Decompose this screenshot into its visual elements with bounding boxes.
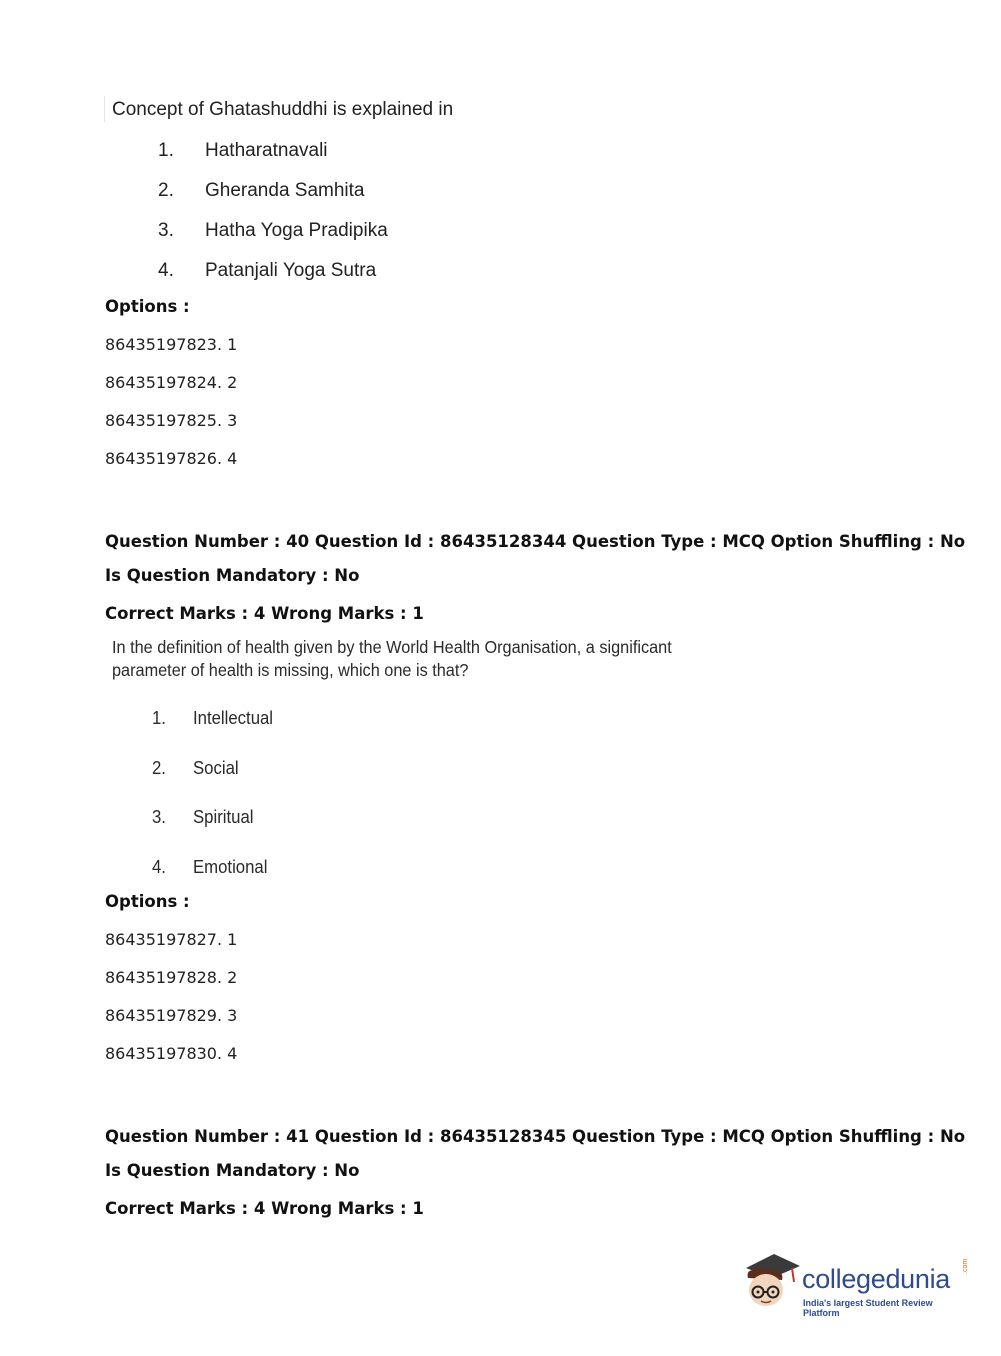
question-40-mandatory: Is Question Mandatory : No	[105, 566, 360, 585]
q40-item-number: 3.	[152, 807, 166, 827]
question-40-header: Question Number : 40 Question Id : 86435128344 Question Type : MCQ Option Shuffling : No	[105, 532, 966, 551]
q39-item-text: Gheranda Samhita	[205, 180, 365, 201]
q40-item-text: Social	[193, 758, 239, 778]
options-label: Options :	[105, 297, 190, 316]
options-label: Options :	[105, 892, 190, 911]
option-item: 86435197828. 2	[105, 968, 238, 987]
option-item: 86435197827. 1	[105, 930, 238, 949]
question-40-text-line2: parameter of health is missing, which one is that?	[112, 660, 469, 680]
question-image-border	[104, 96, 105, 122]
q39-item-number: 4.	[158, 260, 174, 281]
option-item: 86435197826. 4	[105, 449, 238, 468]
question-40-text-line1: In the definition of health given by the World Health Organisation, a significant	[112, 637, 672, 657]
option-item: 86435197824. 2	[105, 373, 238, 392]
logo-wordmark: collegedunia	[802, 1264, 951, 1294]
q40-item-text: Spiritual	[193, 807, 254, 827]
question-40-marks: Correct Marks : 4 Wrong Marks : 1	[105, 604, 424, 623]
q39-item-number: 1.	[158, 140, 174, 161]
question-41-header: Question Number : 41 Question Id : 86435128345 Question Type : MCQ Option Shuffling : No	[105, 1127, 966, 1146]
q39-item-text: Patanjali Yoga Sutra	[205, 260, 377, 281]
q39-item-text: Hatha Yoga Pradipika	[205, 220, 388, 241]
option-item: 86435197830. 4	[105, 1044, 238, 1063]
logo-com-suffix: .com	[962, 1258, 969, 1274]
collegedunia-logo	[740, 1248, 970, 1318]
student-mascot-icon	[740, 1248, 802, 1318]
q40-item-text: Emotional	[193, 857, 268, 877]
q40-item-number: 4.	[152, 857, 166, 877]
q40-item-number: 2.	[152, 758, 166, 778]
q39-item-number: 2.	[158, 180, 174, 201]
option-item: 86435197829. 3	[105, 1006, 238, 1025]
q39-item-number: 3.	[158, 220, 174, 241]
question-41-marks: Correct Marks : 4 Wrong Marks : 1	[105, 1199, 424, 1218]
option-item: 86435197825. 3	[105, 411, 238, 430]
question-41-mandatory: Is Question Mandatory : No	[105, 1161, 360, 1180]
q40-item-number: 1.	[152, 708, 166, 728]
q40-item-text: Intellectual	[193, 708, 274, 728]
q39-item-text: Hatharatnavali	[205, 140, 328, 161]
question-39-text: Concept of Ghatashuddhi is explained in	[112, 99, 454, 120]
logo-tagline: India's largest Student Review Platform	[803, 1298, 933, 1318]
option-item: 86435197823. 1	[105, 335, 238, 354]
